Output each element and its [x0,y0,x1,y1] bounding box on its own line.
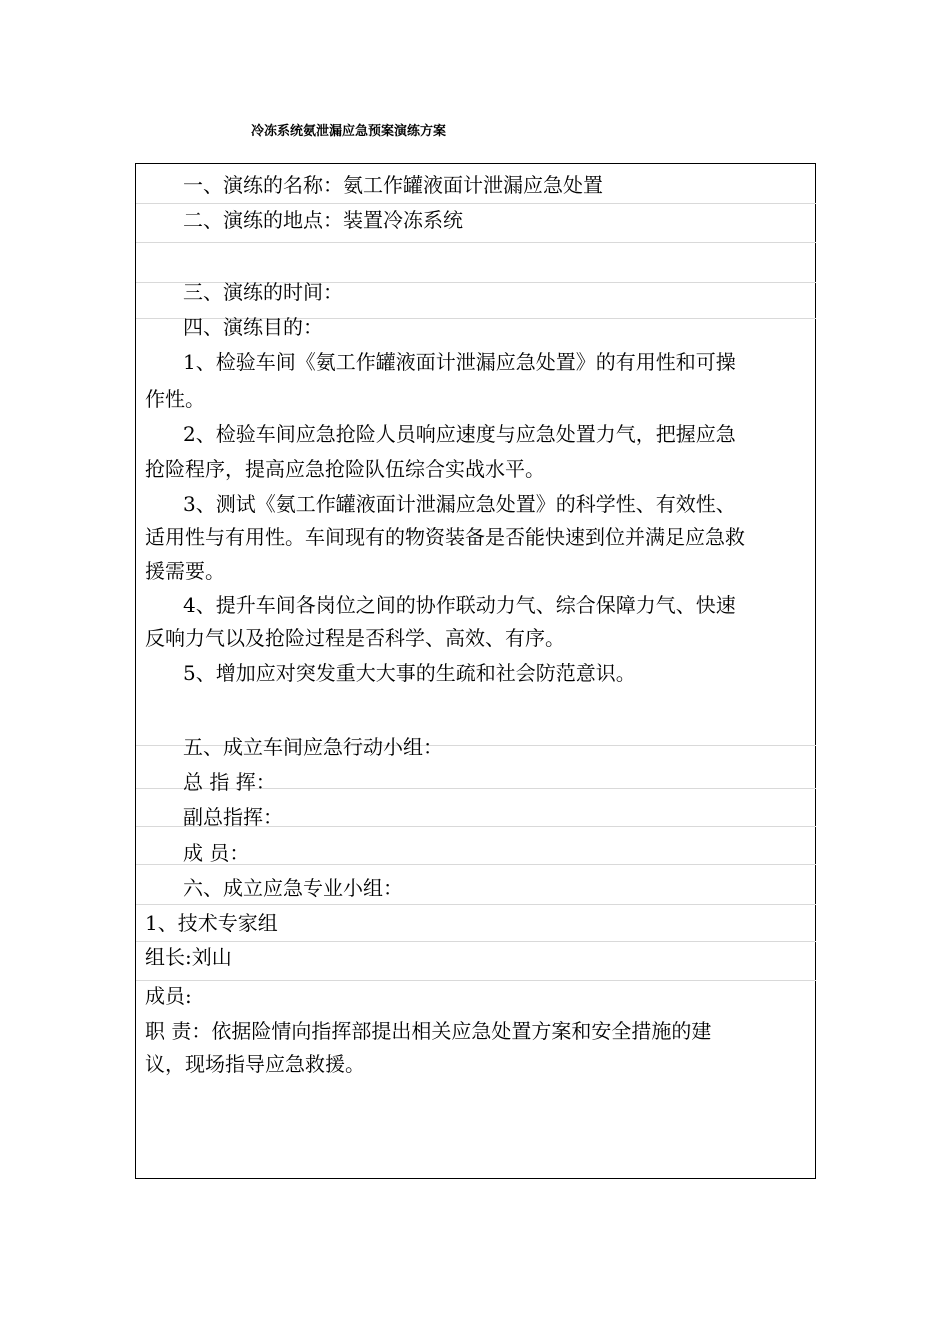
chief-commander-line: 总 指 挥： [183,770,276,794]
row-divider [136,941,816,942]
group-members-line: 成员: [145,984,192,1008]
purpose-item-1-cont: 作性。 [145,387,205,411]
members-line: 成 员： [183,841,250,865]
drill-time-line: 三、演练的时间： [183,280,343,304]
responsibility-line: 职 责：依据险情向指挥部提出相关应急处置方案和安全措施的建 [145,1019,712,1043]
purpose-item-4: 4、提升车间各岗位之间的协作联动力气、综合保障力气、快速 [183,593,736,617]
purpose-item-4-cont: 反响力气以及抢险过程是否科学、高效、有序。 [145,626,565,650]
purpose-item-3-cont-2: 援需要。 [145,559,225,583]
specialist-group-heading: 六、成立应急专业小组： [183,876,403,900]
drill-name-line: 一、演练的名称：氨工作罐液面计泄漏应急处置 [183,173,603,197]
purpose-item-5: 5、增加应对突发重大大事的生疏和社会防范意识。 [183,661,636,685]
group-leader-line: 组长:刘山 [145,945,232,969]
purpose-item-2-cont: 抢险程序，提高应急抢险队伍综合实战水平。 [145,457,545,481]
purpose-item-2: 2、检验车间应急抢险人员响应速度与应急处置力气，把握应急 [183,422,736,446]
purpose-item-3: 3、测试《氨工作罐液面计泄漏应急处置》的科学性、有效性、 [183,492,736,516]
deputy-commander-line: 副总指挥： [183,805,283,829]
purpose-item-1: 1、检验车间《氨工作罐液面计泄漏应急处置》的有用性和可操 [183,350,736,374]
document-title: 冷冻系统氨泄漏应急预案演练方案 [251,124,447,139]
purpose-item-3-cont: 适用性与有用性。车间现有的物资装备是否能快速到位并满足应急救 [145,525,745,549]
row-divider [136,980,816,981]
row-divider [136,242,816,243]
drill-location-line: 二、演练的地点：装置冷冻系统 [183,208,463,232]
drill-purpose-heading: 四、演练目的： [183,315,323,339]
responsibility-line-cont: 议，现场指导应急救援。 [145,1052,365,1076]
technical-expert-group: 1、技术专家组 [145,911,278,935]
action-group-heading: 五、成立车间应急行动小组： [183,735,443,759]
